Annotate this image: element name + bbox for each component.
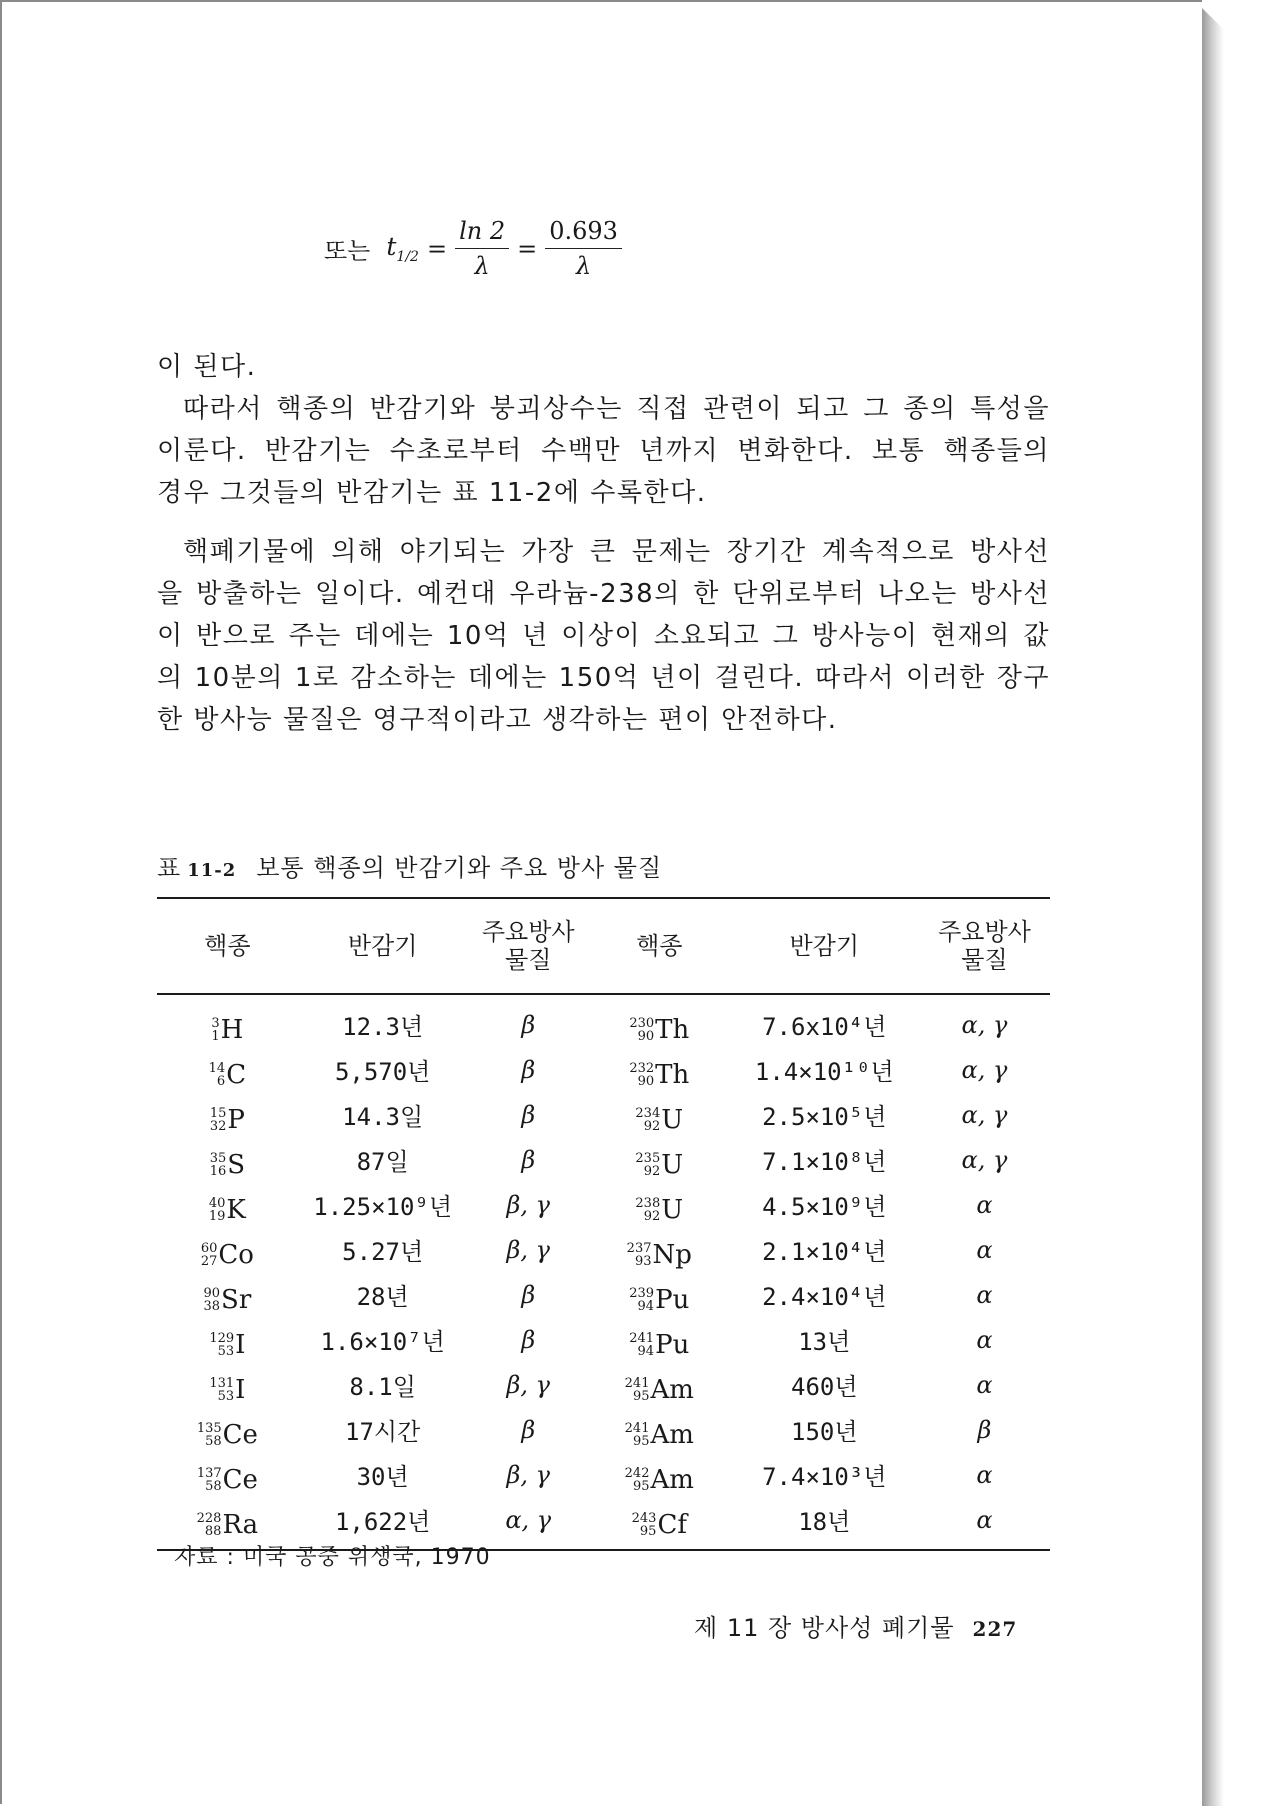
element-symbol: Pu [655, 1285, 690, 1315]
header-radiation-right: 주요방사 물질 [919, 898, 1050, 994]
formula-t-variable: $t_{1/2}$ [386, 232, 419, 265]
formula-t-subscript: 1/2 [396, 249, 419, 265]
halflife-cell: 5.27년 [342, 1238, 424, 1266]
mass-number: 35 [209, 1151, 227, 1166]
halflife-cell: 28년 [356, 1283, 409, 1311]
mass-number: 235 [635, 1151, 661, 1166]
nuclide-cell [157, 1362, 298, 1407]
atomic-number: 90 [637, 1074, 655, 1089]
table-row [157, 1137, 1050, 1182]
formula-equals-1: = [426, 234, 448, 263]
radiation-cell: β [521, 1055, 536, 1084]
halflife-cell: 12.3년 [342, 1013, 424, 1041]
element-symbol: P [227, 1105, 245, 1135]
nuclide-cell [157, 1227, 298, 1272]
element-symbol: Am [650, 1375, 694, 1405]
halflife-cell: 5,570년 [334, 1058, 431, 1086]
table-row [157, 1227, 1050, 1272]
element-symbol: K [226, 1195, 246, 1225]
nuclide-cell [589, 1047, 730, 1092]
paragraph-line: 경우 그것들의 반감기는 표 11-2에 수록한다. [157, 478, 707, 508]
table-row [157, 994, 1050, 1047]
nuclide-cell [157, 1137, 298, 1182]
nuclide-cell [589, 1452, 730, 1497]
element-symbol: I [235, 1375, 246, 1405]
nuclide-symbol [625, 1420, 694, 1450]
mass-number: 15 [209, 1106, 227, 1121]
element-symbol: Co [218, 1240, 254, 1270]
element-symbol: S [227, 1150, 246, 1180]
caption-number: 11-2 [187, 860, 237, 881]
paragraph-1 [157, 346, 1050, 388]
nuclide-symbol [197, 1510, 259, 1540]
nuclide-cell [589, 1092, 730, 1137]
table-row [157, 1407, 1050, 1452]
table-row [157, 1182, 1050, 1227]
radiation-cell: α [976, 1460, 993, 1489]
radiation-cell: α, γ [505, 1505, 552, 1534]
paragraph-line: 이 된다. [157, 352, 257, 382]
nuclide-cell [589, 1497, 730, 1550]
atomic-number: 27 [200, 1254, 218, 1269]
atomic-number: 6 [216, 1074, 226, 1089]
formula-equals-2: = [517, 234, 538, 263]
mass-number: 129 [209, 1331, 235, 1346]
paragraph-line: 의 10분의 1로 감소하는 데에는 150억 년이 걸린다. 따라서 이러한 장구 [157, 663, 1050, 693]
halflife-cell: 2.1×10⁴년 [762, 1238, 887, 1266]
table-row [157, 1047, 1050, 1092]
nuclide-symbol [203, 1285, 251, 1315]
paragraph-3 [157, 531, 1050, 741]
atomic-number: 94 [637, 1344, 655, 1359]
halflife-cell: 1.4×10¹⁰년 [754, 1058, 894, 1086]
table-row [157, 1452, 1050, 1497]
page-edge-shadow [1202, 0, 1273, 1806]
paragraph-line: 이 반으로 주는 데에는 10억 년 이상이 소요되고 그 방사능이 현재의 값 [157, 621, 1050, 651]
table-source: 자료 : 미국 공중 위생국, 1970 [174, 1545, 491, 1570]
table-body [157, 994, 1050, 1550]
mass-number: 242 [624, 1466, 650, 1481]
halflife-cell: 7.4×10³년 [762, 1463, 887, 1491]
radiation-cell: β [521, 1415, 536, 1444]
nuclide-cell [157, 1182, 298, 1227]
mass-number: 60 [200, 1241, 218, 1256]
fraction-2-denominator: λ [575, 252, 592, 280]
formula-fraction-2 [545, 216, 622, 281]
nuclide-symbol [635, 1105, 683, 1135]
nuclide-cell [589, 1407, 730, 1452]
paragraph-line: 핵폐기물에 의해 야기되는 가장 큰 문제는 장기간 계속적으로 방사선 [183, 537, 1050, 567]
radiation-cell: α [976, 1370, 993, 1399]
page-number: 227 [972, 1617, 1018, 1641]
nuclide-symbol [629, 1060, 689, 1090]
radiation-cell: β [521, 1010, 536, 1039]
element-symbol: H [220, 1015, 244, 1045]
halflife-cell: 14.3일 [342, 1103, 424, 1131]
halflife-cell: 2.4×10⁴년 [762, 1283, 887, 1311]
formula-fraction-1 [455, 216, 509, 281]
atomic-number: 58 [205, 1434, 222, 1449]
nuclide-table [157, 897, 1050, 1551]
nuclide-symbol [625, 1375, 694, 1405]
atomic-number: 38 [203, 1299, 221, 1314]
halflife-cell: 87일 [356, 1148, 409, 1176]
element-symbol: Ce [222, 1420, 258, 1450]
element-symbol: Ce [222, 1465, 258, 1495]
atomic-number: 1 [211, 1029, 220, 1044]
element-symbol: Sr [221, 1285, 252, 1315]
atomic-number: 90 [637, 1029, 655, 1044]
mass-number: 241 [629, 1331, 655, 1346]
paragraph-2 [157, 388, 1050, 514]
halflife-cell: 7.1×10⁸년 [762, 1148, 887, 1176]
nuclide-symbol [629, 1015, 689, 1045]
fraction-1-numerator: ln 2 [455, 216, 509, 249]
nuclide-symbol [627, 1240, 692, 1270]
atomic-number: 88 [204, 1524, 222, 1539]
halflife-cell: 8.1일 [349, 1373, 416, 1401]
caption-title: 보통 핵종의 반감기와 주요 방사 물질 [256, 854, 663, 882]
header-nuclide-left: 핵종 [157, 898, 298, 994]
mass-number: 241 [624, 1421, 650, 1436]
radiation-cell: α [976, 1505, 993, 1534]
mass-number: 14 [208, 1061, 226, 1076]
fraction-2-numerator: 0.693 [545, 216, 622, 249]
atomic-number: 16 [209, 1164, 227, 1179]
nuclide-cell [589, 1362, 730, 1407]
halflife-cell: 13년 [798, 1328, 851, 1356]
nuclide-symbol [629, 1285, 689, 1315]
halflife-cell: 4.5×10⁹년 [762, 1193, 887, 1221]
nuclide-cell [157, 1407, 298, 1452]
table-row [157, 1317, 1050, 1362]
halflife-cell: 2.5×10⁵년 [762, 1103, 887, 1131]
mass-number: 137 [196, 1466, 222, 1481]
page-edge-gradient [1202, 8, 1224, 1806]
radiation-cell: β [521, 1280, 536, 1309]
nuclide-cell [589, 1317, 730, 1362]
paragraph-line: 을 방출하는 일이다. 예컨대 우라늄-238의 한 단위로부터 나오는 방사선 [157, 579, 1050, 609]
nuclide-cell [157, 1092, 298, 1137]
halflife-cell: 18년 [798, 1508, 851, 1536]
table-row [157, 1272, 1050, 1317]
nuclide-symbol [635, 1195, 683, 1225]
atomic-number: 32 [209, 1119, 227, 1134]
mass-number: 131 [209, 1376, 235, 1391]
halflife-cell: 30년 [356, 1463, 409, 1491]
radiation-cell: α, γ [961, 1010, 1008, 1039]
mass-number: 230 [629, 1016, 655, 1031]
mass-number: 40 [208, 1196, 226, 1211]
atomic-number: 92 [643, 1164, 661, 1179]
formula-prefix: 또는 [324, 237, 371, 265]
atomic-number: 53 [217, 1344, 235, 1359]
nuclide-symbol [209, 1195, 246, 1225]
mass-number: 238 [635, 1196, 661, 1211]
radiation-cell: α [976, 1235, 993, 1264]
atomic-number: 93 [634, 1254, 652, 1269]
header-halflife-left: 반감기 [298, 898, 468, 994]
nuclide-symbol [197, 1420, 258, 1450]
element-symbol: U [661, 1150, 684, 1180]
page-footer [694, 1608, 1017, 1643]
atomic-number: 58 [205, 1479, 222, 1494]
element-symbol: Am [650, 1420, 694, 1450]
mass-number: 135 [196, 1421, 222, 1436]
nuclide-symbol [197, 1465, 258, 1495]
nuclide-symbol [625, 1465, 694, 1495]
nuclide-symbol [632, 1510, 687, 1540]
radiation-cell: β [521, 1325, 536, 1354]
radiation-cell: α, γ [961, 1100, 1008, 1129]
element-symbol: I [235, 1330, 246, 1360]
nuclide-cell [589, 1272, 730, 1317]
radiation-cell: α, γ [961, 1055, 1008, 1084]
halflife-cell: 150년 [791, 1418, 858, 1446]
radiation-cell: β [521, 1145, 536, 1174]
table-header-row [157, 898, 1050, 994]
atomic-number: 95 [639, 1524, 657, 1539]
nuclide-cell [589, 1137, 730, 1182]
mass-number: 228 [196, 1511, 222, 1526]
halflife-cell: 1.6×10⁷년 [320, 1328, 445, 1356]
element-symbol: Ra [222, 1510, 259, 1540]
mass-number: 3 [211, 1016, 220, 1031]
mass-number: 239 [629, 1286, 655, 1301]
paragraph-line: 이룬다. 반감기는 수초로부터 수백만 년까지 변화한다. 보통 핵종들의 [157, 436, 1050, 466]
element-symbol: U [661, 1105, 684, 1135]
table-row [157, 1362, 1050, 1407]
nuclide-cell [157, 1272, 298, 1317]
mass-number: 241 [624, 1376, 650, 1391]
radiation-cell: β [521, 1100, 536, 1129]
table-caption [157, 848, 662, 883]
nuclide-cell [589, 1182, 730, 1227]
atomic-number: 92 [643, 1209, 661, 1224]
nuclide-cell [157, 994, 298, 1047]
radiation-cell: β, γ [506, 1190, 550, 1219]
mass-number: 90 [203, 1286, 221, 1301]
mass-number: 234 [635, 1106, 661, 1121]
halflife-cell: 17시간 [345, 1418, 421, 1446]
nuclide-cell [157, 1317, 298, 1362]
element-symbol: Cf [657, 1510, 687, 1540]
nuclide-symbol [209, 1060, 246, 1090]
header-radiation-left: 주요방사 물질 [468, 898, 589, 994]
header-halflife-right: 반감기 [730, 898, 919, 994]
atomic-number: 19 [208, 1209, 226, 1224]
element-symbol: Pu [655, 1330, 690, 1360]
atomic-number: 95 [632, 1479, 650, 1494]
radiation-cell: α [976, 1325, 993, 1354]
atomic-number: 94 [637, 1299, 655, 1314]
atomic-number: 53 [217, 1389, 235, 1404]
radiation-cell: β, γ [506, 1235, 550, 1264]
element-symbol: Th [655, 1060, 690, 1090]
nuclide-cell [589, 994, 730, 1047]
nuclide-cell [157, 1452, 298, 1497]
header-nuclide-right: 핵종 [589, 898, 730, 994]
nuclide-symbol [629, 1330, 689, 1360]
paragraph-line: 한 방사능 물질은 영구적이라고 생각하는 편이 안전하다. [157, 705, 838, 735]
halflife-cell: 1,622년 [334, 1508, 431, 1536]
nuclide-cell [157, 1047, 298, 1092]
radiation-cell: β, γ [506, 1370, 550, 1399]
mass-number: 232 [629, 1061, 655, 1076]
nuclide-symbol [635, 1150, 683, 1180]
fraction-1-denominator: λ [474, 252, 490, 280]
element-symbol: Th [655, 1015, 690, 1045]
element-symbol: Np [652, 1240, 692, 1270]
nuclide-symbol [209, 1375, 245, 1405]
radiation-cell: α [976, 1280, 993, 1309]
mass-number: 237 [626, 1241, 652, 1256]
nuclide-symbol [211, 1015, 243, 1045]
halflife-cell: 7.6x10⁴년 [762, 1013, 887, 1041]
halflife-cell: 1.25×10⁹년 [313, 1193, 453, 1221]
atomic-number: 92 [643, 1119, 661, 1134]
nuclide-symbol [210, 1105, 245, 1135]
nuclide-symbol [210, 1150, 245, 1180]
nuclide-symbol [201, 1240, 254, 1270]
element-symbol: U [661, 1195, 684, 1225]
mass-number: 243 [631, 1511, 657, 1526]
atomic-number: 95 [632, 1389, 650, 1404]
radiation-cell: β, γ [506, 1460, 550, 1489]
radiation-cell: α [976, 1190, 993, 1219]
element-symbol: C [226, 1060, 247, 1090]
table-row [157, 1092, 1050, 1137]
nuclide-symbol [209, 1330, 245, 1360]
element-symbol: Am [650, 1465, 694, 1495]
atomic-number: 95 [632, 1434, 650, 1449]
radiation-cell: β [977, 1415, 992, 1444]
halflife-cell: 460년 [791, 1373, 858, 1401]
paragraph-line: 따라서 핵종의 반감기와 붕괴상수는 직접 관련이 되고 그 종의 특성을 [183, 394, 1050, 424]
nuclide-cell [589, 1227, 730, 1272]
half-life-formula [324, 216, 622, 281]
caption-prefix: 표 [157, 854, 182, 882]
chapter-title: 제 11 장 방사성 폐기물 [694, 1614, 955, 1642]
radiation-cell: α, γ [961, 1145, 1008, 1174]
